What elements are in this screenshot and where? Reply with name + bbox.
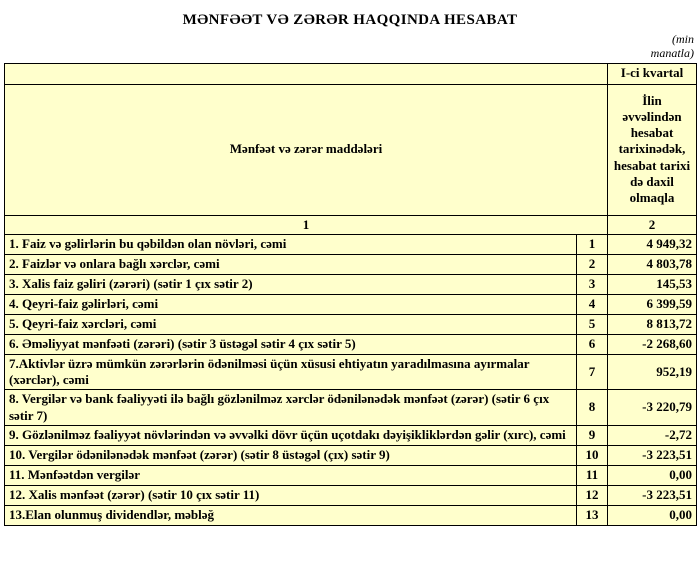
row-num-cell: 11 bbox=[577, 465, 608, 485]
row-value-cell: 145,53 bbox=[608, 274, 697, 294]
row-value-cell: 0,00 bbox=[608, 465, 697, 485]
row-value-cell: -2,72 bbox=[608, 425, 697, 445]
table-row bbox=[5, 334, 697, 354]
row-num-cell: 5 bbox=[577, 314, 608, 334]
items-header-cell: Mənfəət və zərər maddələri bbox=[5, 84, 608, 215]
table-row bbox=[5, 505, 697, 525]
table-row bbox=[5, 425, 697, 445]
row-num-cell: 4 bbox=[577, 294, 608, 314]
row-value-cell: -3 220,79 bbox=[608, 390, 697, 426]
row-num-cell: 2 bbox=[577, 254, 608, 274]
col-num-label-cell: 1 bbox=[5, 215, 608, 234]
row-value-cell: 952,19 bbox=[608, 354, 697, 390]
table-row bbox=[5, 294, 697, 314]
profit-loss-table bbox=[4, 63, 697, 526]
row-value-cell: -2 268,60 bbox=[608, 334, 697, 354]
row-label-cell: 3. Xalis faiz gəliri (zərəri) (sətir 1 çıx sətir 2) bbox=[5, 274, 577, 294]
table-row bbox=[5, 485, 697, 505]
table-row bbox=[5, 314, 697, 334]
row-value-cell: -3 223,51 bbox=[608, 485, 697, 505]
column-header-row bbox=[5, 84, 697, 215]
row-num-cell: 10 bbox=[577, 445, 608, 465]
row-value-cell: 4 803,78 bbox=[608, 254, 697, 274]
period-header-cell: İlin əvvəlindən hesabat tarixinədək, hesabat tarixi də daxil olmaqla bbox=[608, 84, 697, 215]
table-row bbox=[5, 234, 697, 254]
unit-note: (min manatla) bbox=[650, 32, 694, 60]
row-num-cell: 3 bbox=[577, 274, 608, 294]
row-label-cell: 11. Mənfəətdən vergilər bbox=[5, 465, 577, 485]
row-value-cell: -3 223,51 bbox=[608, 445, 697, 465]
row-num-cell: 6 bbox=[577, 334, 608, 354]
quarter-header-cell: I-ci kvartal bbox=[608, 63, 697, 84]
table-row bbox=[5, 445, 697, 465]
row-label-cell: 6. Əməliyyat mənfəəti (zərəri) (sətir 3 üstəgəl sətir 4 çıx sətir 5) bbox=[5, 334, 577, 354]
row-label-cell: 4. Qeyri-faiz gəlirləri, cəmi bbox=[5, 294, 577, 314]
empty-header-cell bbox=[5, 63, 608, 84]
column-number-row bbox=[5, 215, 697, 234]
table-row bbox=[5, 354, 697, 390]
row-label-cell: 7.Aktivlər üzrə mümkün zərərlərin ödənilməsi üçün xüsusi ehtiyatın yaradılmasına ayırmalar (xərclər), cəmi bbox=[5, 354, 577, 390]
row-value-cell: 8 813,72 bbox=[608, 314, 697, 334]
row-num-cell: 13 bbox=[577, 505, 608, 525]
table-row bbox=[5, 254, 697, 274]
row-label-cell: 1. Faiz və gəlirlərin bu qəbildən olan növləri, cəmi bbox=[5, 234, 577, 254]
row-num-cell: 7 bbox=[577, 354, 608, 390]
row-num-cell: 12 bbox=[577, 485, 608, 505]
row-value-cell: 4 949,32 bbox=[608, 234, 697, 254]
table-row bbox=[5, 465, 697, 485]
row-label-cell: 10. Vergilər ödənilənədək mənfəət (zərər) (sətir 8 üstəgəl (çıx) sətir 9) bbox=[5, 445, 577, 465]
row-num-cell: 8 bbox=[577, 390, 608, 426]
row-num-cell: 1 bbox=[577, 234, 608, 254]
row-num-cell: 9 bbox=[577, 425, 608, 445]
row-label-cell: 8. Vergilər və bank fəaliyyəti ilə bağlı gözlənilməz xərclər ödənilənədək mənfəət (zərər) (sətir 6 çıx sətir 7) bbox=[5, 390, 577, 426]
row-value-cell: 6 399,59 bbox=[608, 294, 697, 314]
row-value-cell: 0,00 bbox=[608, 505, 697, 525]
row-label-cell: 12. Xalis mənfəət (zərər) (sətir 10 çıx sətir 11) bbox=[5, 485, 577, 505]
row-label-cell: 13.Elan olunmuş dividendlər, məbləğ bbox=[5, 505, 577, 525]
row-label-cell: 2. Faizlər və onlara bağlı xərclər, cəmi bbox=[5, 254, 577, 274]
row-label-cell: 5. Qeyri-faiz xərcləri, cəmi bbox=[5, 314, 577, 334]
page-title: MƏNFƏƏT VƏ ZƏRƏR HAQQINDA HESABAT bbox=[182, 12, 518, 28]
row-label-cell: 9. Gözlənilməz fəaliyyət növlərindən və əvvəlki dövr üçün uçotdakı dəyişikliklərdən gəlir (xırc), cəmi bbox=[5, 425, 577, 445]
table-row bbox=[5, 390, 697, 426]
quarter-header-row bbox=[5, 63, 697, 84]
col-num-value-cell: 2 bbox=[608, 215, 697, 234]
table-row bbox=[5, 274, 697, 294]
